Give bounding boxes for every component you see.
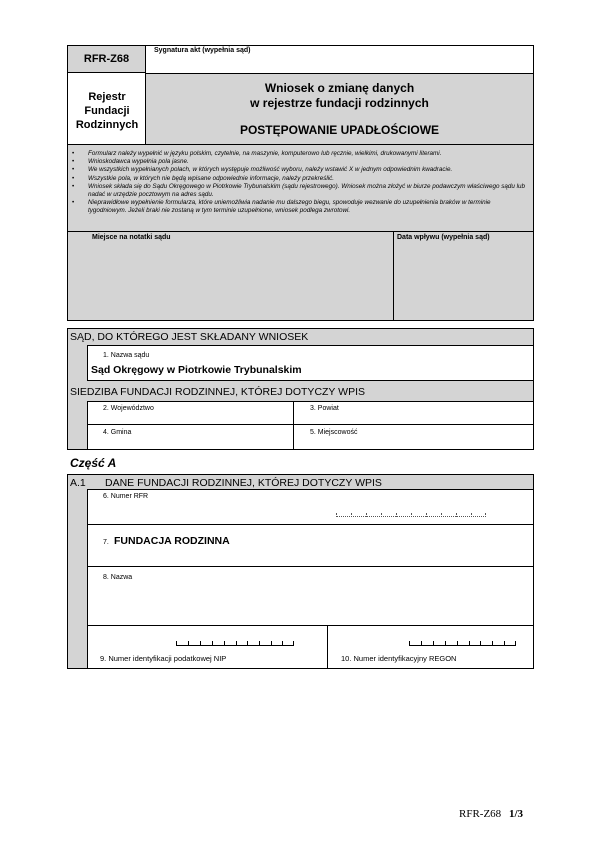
court-notes-label: Miejsce na notatki sądu xyxy=(92,234,171,241)
form-code: RFR-Z68 xyxy=(68,46,146,73)
regon-label: 10. Numer identyfikacyjny REGON xyxy=(341,654,457,663)
receipt-date-label: Data wpływu (wypełnia sąd) xyxy=(397,234,490,241)
name-label: 8. Nazwa xyxy=(103,574,133,581)
name-field[interactable] xyxy=(87,567,533,626)
foundation-type-value: FUNDACJA RODZINNA xyxy=(114,535,230,547)
registry-name-text: Rejestr Fundacji Rodzinnych xyxy=(75,91,139,131)
part-a-heading: Część A xyxy=(70,456,117,470)
voivodeship-label: 2. Województwo xyxy=(103,405,154,412)
form-title-line2: w rejestrze fundacji rodzinnych xyxy=(250,96,429,110)
seat-section-title: SIEDZIBA FUNDACJI RODZINNEJ, KTÓREJ DOTYCZY WPIS xyxy=(70,386,365,398)
footer xyxy=(459,808,523,820)
commune-label: 4. Gmina xyxy=(103,429,132,436)
rfr-number-label: 6. Numer RFR xyxy=(103,493,149,500)
instructions-list xyxy=(68,150,530,216)
rfr-number-boxes xyxy=(336,511,486,517)
county-label: 3. Powiat xyxy=(310,405,339,412)
form-title-line1: Wniosek o zmianę danych xyxy=(264,81,415,95)
court-name-label: 1. Nazwa sądu xyxy=(103,352,150,359)
footer-code: RFR-Z68 xyxy=(459,808,502,820)
a1-number: A.1 xyxy=(70,477,86,489)
field-7-number: 7. xyxy=(103,539,109,546)
signature-label: Sygnatura akt (wypełnia sąd) xyxy=(154,47,251,54)
nip-boxes xyxy=(176,639,294,646)
instruction-item: • Wnioskodawca wypełnia pola jasne. xyxy=(68,158,530,166)
notes-vertical-divider xyxy=(393,231,394,320)
regon-boxes xyxy=(409,639,516,646)
court-name-value: Sąd Okręgowy w Piotrkowie Trybunalskim xyxy=(91,364,302,376)
instruction-item: • We wszystkich wypełnianych polach, w których występuje możliwość wyboru, należy wstawić X w jednym odpowiednim kwadracie. xyxy=(68,166,530,174)
notes-divider xyxy=(68,231,533,232)
instruction-item: • Formularz należy wypełnić w języku polskim, czytelnie, na maszynie, komputerowo lub ręcznie, wielkimi, drukowanymi literami. xyxy=(68,150,530,158)
instruction-item: • Wniosek składa się do Sądu Okręgowego w Piotrkowie Trybunalskim (sądu rejestrowego). Wniosek można złożyć w biurze podawczym właściwego sądu lub nadać w urzędzie pocztowym na adres sądu. xyxy=(68,183,530,199)
instruction-item: • Nieprawidłowe wypełnienie formularza, które uniemożliwia nadanie mu dalszego biegu, spowoduje wezwanie do uzupełnienia braków w terminie tygodniowym. Jeżeli braki nie zostaną w tym terminie uzupełnione, wniosek podlega zwrotowi. xyxy=(68,199,530,215)
nip-label: 9. Numer identyfikacji podatkowej NIP xyxy=(100,654,227,663)
rfr-number-field[interactable] xyxy=(87,489,533,525)
form-subtitle: POSTĘPOWANIE UPADŁOŚCIOWE xyxy=(239,123,440,137)
left-header-cell xyxy=(68,73,146,144)
a1-title: DANE FUNDACJI RODZINNEJ, KTÓREJ DOTYCZY WPIS xyxy=(105,477,382,489)
locality-label: 5. Miejscowość xyxy=(310,429,358,436)
page-number: 1/3 xyxy=(508,808,523,820)
court-section-title: SĄD, DO KTÓREGO JEST SKŁADANY WNIOSEK xyxy=(70,331,309,343)
instruction-item: • Wszystkie pola, w których nie będą wpisane odpowiednie informacje, należy przekreślić. xyxy=(68,175,530,183)
